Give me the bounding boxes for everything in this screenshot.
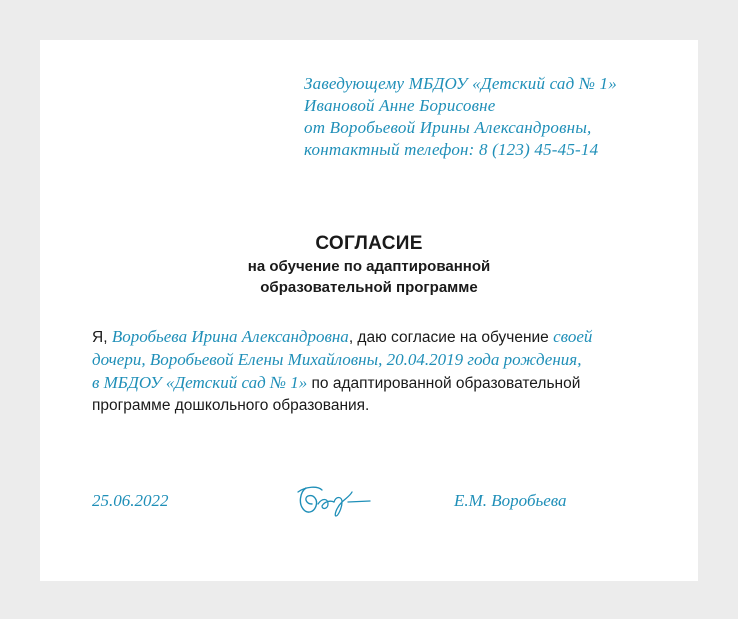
consent-body-line1 [92, 326, 652, 349]
consent-prefix: Я, [92, 329, 112, 346]
document-page [40, 40, 698, 581]
child-details: дочери, Воробьевой Елены Михайловны, 20.04.2019 года рождения, [92, 350, 582, 369]
addressee-line-phone: контактный телефон: 8 (123) 45-45-14 [304, 140, 599, 159]
institution-name: в МБДОУ «Детский сад № 1» [92, 373, 308, 392]
document-subtitle-line1: на обучение по адаптированной [247, 258, 491, 275]
document-heading [40, 232, 698, 298]
child-relation: своей [553, 327, 593, 346]
addressee-block [304, 73, 617, 161]
addressee-line-recipient-name: Ивановой Анне Борисовне [304, 96, 496, 115]
handwritten-signature [292, 482, 378, 518]
consent-body-line4 [92, 395, 652, 417]
document-subtitle-line2: образовательной программе [260, 279, 478, 296]
consent-text: , даю согласие на обучение [348, 329, 554, 346]
program-text-end: программе дошкольного образования. [92, 397, 370, 414]
signer-name: Е.М. Воробьева [454, 491, 567, 510]
parent-name: Воробьева Ирина Александровна [111, 327, 349, 346]
program-text: по адаптированной образовательной [307, 375, 581, 392]
consent-body-line2 [92, 349, 652, 372]
signature-date: 25.06.2022 [92, 491, 169, 510]
addressee-line-sender: от Воробьевой Ирины Александровны, [304, 118, 592, 137]
consent-body-line3 [92, 372, 652, 395]
addressee-line-recipient: Заведующему МБДОУ «Детский сад № 1» [304, 74, 617, 93]
consent-body [92, 326, 652, 417]
document-title: СОГЛАСИЕ [315, 233, 423, 254]
